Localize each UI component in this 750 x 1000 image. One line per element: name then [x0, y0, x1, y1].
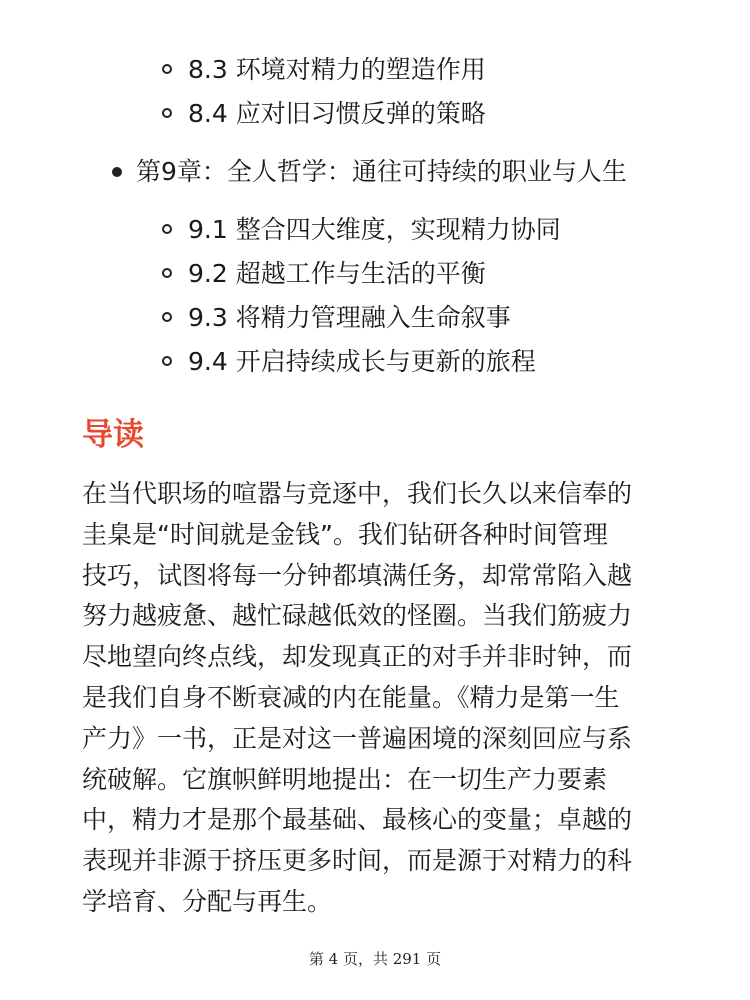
- solid-bullet-icon: [112, 167, 122, 177]
- table-of-contents: [0, 48, 750, 384]
- body-paragraph: 在当代职场的喧嚣与竞逐中，我们长久以来信奉的 圭臬是“时间就是金钱”。我们钻研各种时间管理 技巧，试图将每一分钟都填满任务，却常常陷入越 努力越疲惫、越忙碌越低效的怪圈。当我们筋疲力 尽地望向终点线，却发现真正的对手并非时钟，而 是我们自身不断衰减的内在能量。《精力是第一生 产力》一书，正是对这一普遍困境的深刻回应与系 统破解。它旗帜鲜明地提出：在一切生产力要素 中，精力才是那个最基础、最核心的变量；卓越的 表现并非源于挤压更多时间，而是源于对精力的科 学培育、分配与再生。: [82, 479, 633, 916]
- toc-item-9-3[interactable]: [0, 296, 750, 340]
- hollow-bullet-icon: [162, 268, 172, 278]
- hollow-bullet-icon: [162, 356, 172, 366]
- toc-item-label: 9.1 整合四大维度，实现精力协同: [188, 215, 561, 244]
- toc-item-8-3[interactable]: [0, 48, 750, 92]
- hollow-bullet-icon: [162, 64, 172, 74]
- page-number: 第 4 页，共 291 页: [308, 950, 442, 968]
- toc-item-9-4[interactable]: [0, 340, 750, 384]
- toc-item-label: 9.3 将精力管理融入生命叙事: [188, 303, 511, 332]
- hollow-bullet-icon: [162, 224, 172, 234]
- toc-chapter-9[interactable]: [0, 150, 750, 194]
- toc-item-8-4[interactable]: [0, 92, 750, 136]
- section-heading: 导读: [82, 417, 144, 453]
- toc-item-label: 8.4 应对旧习惯反弹的策略: [188, 99, 486, 128]
- toc-item-label: 8.3 环境对精力的塑造作用: [188, 55, 486, 84]
- hollow-bullet-icon: [162, 312, 172, 322]
- toc-item-9-2[interactable]: [0, 252, 750, 296]
- toc-item-label: 9.4 开启持续成长与更新的旅程: [188, 347, 536, 376]
- toc-item-label: 9.2 超越工作与生活的平衡: [188, 259, 486, 288]
- toc-chapter-label: 第9章：全人哲学：通往可持续的职业与人生: [136, 157, 627, 186]
- hollow-bullet-icon: [162, 108, 172, 118]
- toc-item-9-1[interactable]: [0, 208, 750, 252]
